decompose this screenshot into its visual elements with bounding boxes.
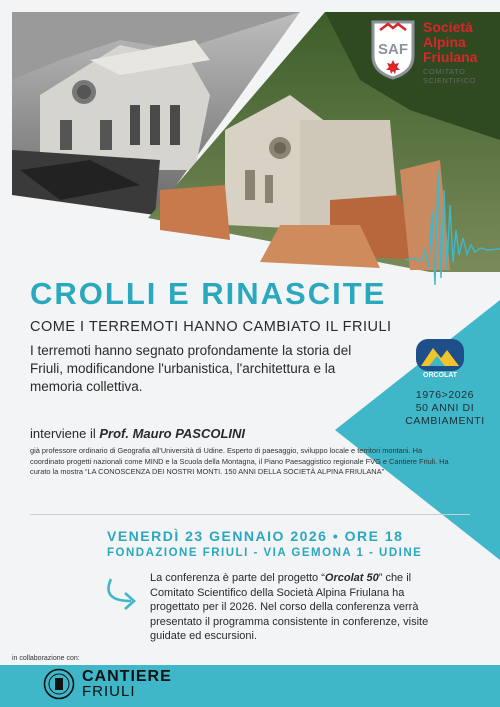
seismogram-graphic (405, 150, 500, 290)
partner-name-line2: FRIULI (82, 683, 136, 700)
event-subtitle: COME I TERREMOTI HANNO CAMBIATO IL FRIULI (30, 319, 392, 335)
collaboration-label: in collaborazione con: (12, 655, 80, 662)
event-date: VENERDÌ 23 GENNAIO 2026 • ORE 18 (107, 528, 404, 544)
footer-band (0, 665, 500, 707)
org-committee: COMITATO SCIENTIFICO (423, 67, 477, 85)
saf-letters: SAF (378, 41, 408, 58)
event-title: CROLLI E RINASCITE (30, 276, 387, 311)
event-description: La conferenza è parte del progetto “Orcolat 50” che il Comitato Scientifico della Società Alpina Friulana ha progettato per il 2026. Nel corso della conferenza verrà presentato il programma consistente in conferenze, visite guidate ed escursioni. (150, 572, 429, 642)
anniversary-text: 1976>2026 50 ANNI DI CAMBIAMENTI (405, 389, 485, 427)
speaker-line: interviene il Prof. Mauro PASCOLINI (30, 426, 246, 441)
saf-shield-logo (370, 18, 416, 80)
event-intro: I terremoti hanno segnato profondamente la storia del Friuli, modificandone l'urbanistica, l'architettura e la memoria collettiva. (30, 343, 352, 394)
divider (30, 514, 470, 515)
speaker-name: Prof. Mauro PASCOLINI (99, 426, 246, 441)
orcolat-badge-label: ORCOLAT (423, 372, 458, 379)
project-name: Orcolat 50 (324, 572, 379, 584)
arrow-icon (103, 575, 145, 615)
partner-name-line1: CANTIERE (82, 668, 172, 685)
org-name: Società Alpina Friulana (423, 19, 478, 65)
orcolat-badge-icon (415, 338, 465, 372)
event-place: FONDAZIONE FRIULI - VIA GEMONA 1 - UDINE (107, 547, 423, 559)
cantiere-seal-icon (43, 668, 75, 700)
speaker-bio: già professore ordinario di Geografia all'Università di Udine. Esperto di paesaggio, sviluppo locale e territori montani. Ha coordinato progetti nazionali come MIND e la Scuola della Montagna, il Piano Paesaggistico regionale FVG e Cantiere Friuli. Ha curato la mostra “LA CONOSCENZA DEI NOSTRI MONTI. 150 ANNI DELLA SOCIETÀ ALPINA FRIULANA” (30, 446, 449, 476)
